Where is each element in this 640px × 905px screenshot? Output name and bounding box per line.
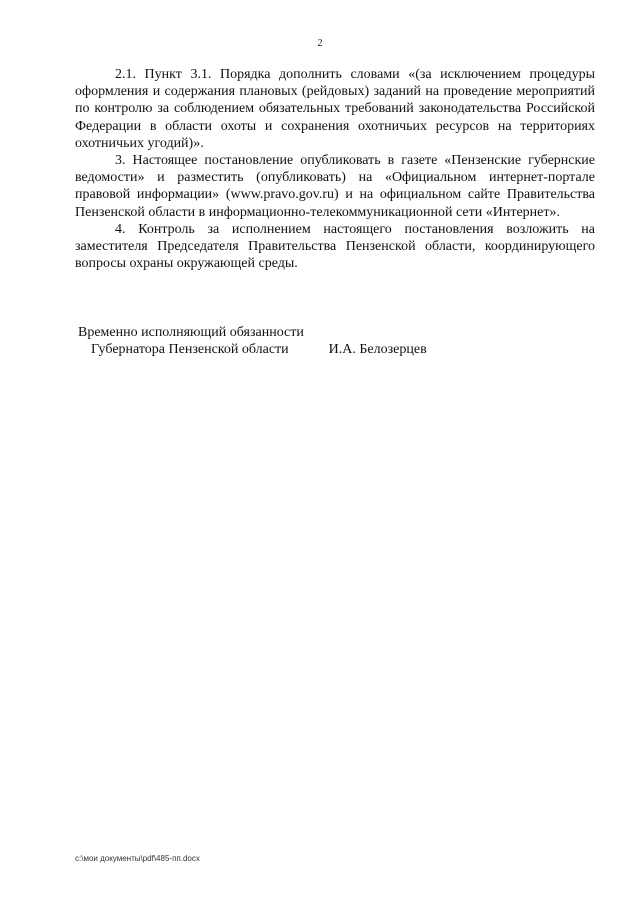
signatory-position-line1: Временно исполняющий обязанности	[78, 325, 304, 340]
signatory-position-line2-row	[78, 341, 518, 358]
document-body	[75, 66, 595, 272]
footer-file-path: c:\мои документы\pdf\485-пп.docx	[75, 854, 200, 863]
signature-block	[78, 324, 518, 358]
page-number: 2	[317, 38, 323, 49]
signatory-name: И.А. Белозерцев	[328, 342, 427, 358]
paragraph-2-1: 2.1. Пункт 3.1. Порядка дополнить словами «(за исключением процедуры оформления и содержания плановых (рейдовых) заданий на проведение мероприятий по контролю за соблюдением обязательных требований законодательства Российской Федерации в области охоты и сохранения охотничьих ресурсов на территориях охотничьих угодий)».	[75, 67, 595, 151]
signatory-position-line2: Губернатора Пензенской области	[91, 342, 289, 358]
paragraph-3: 3. Настоящее постановление опубликовать в газете «Пензенские губернские ведомости» и разместить (опубликовать) на «Официальном интернет-портале правовой информации» (www.pravo.gov.ru) и на официальном сайте Правительства Пензенской области в информационно-телекоммуникационной сети «Интернет».	[75, 153, 595, 220]
paragraph-4: 4. Контроль за исполнением настоящего постановления возложить на заместителя Председателя Правительства Пензенской области, координирующего вопросы охраны окружающей среды.	[75, 221, 595, 272]
